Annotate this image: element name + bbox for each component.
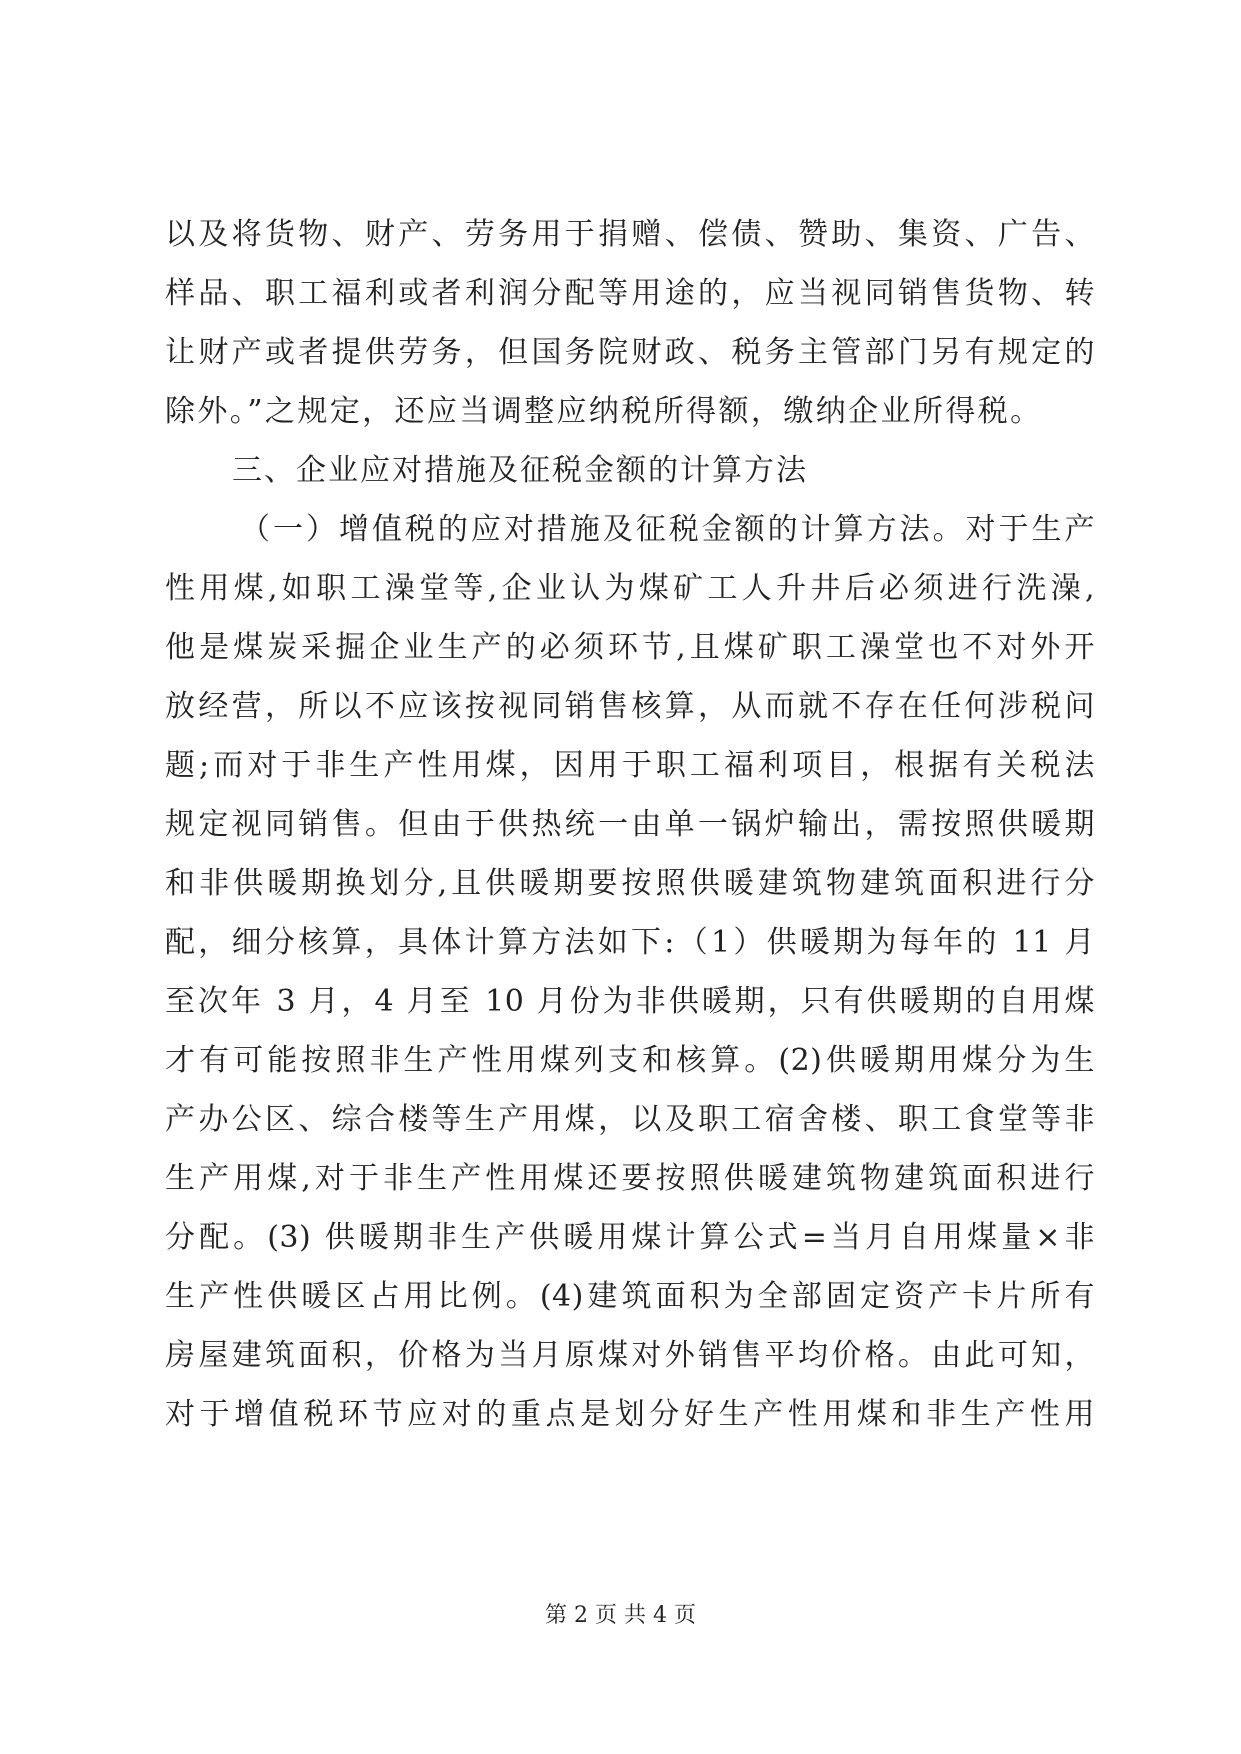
text-line: 题;而对于非生产性用煤，因用于职工福利项目，根据有关税法	[165, 748, 1095, 783]
text-line: 房屋建筑面积，价格为当月原煤对外销售平均价格。由此可知，	[165, 1338, 1095, 1373]
text-line: 对于增值税环节应对的重点是划分好生产性用煤和非生产性用	[165, 1397, 1095, 1432]
text-line: 配，细分核算，具体计算方法如下:（1）供暖期为每年的 11 月	[165, 925, 1095, 960]
text-line: 放经营，所以不应该按视同销售核算，从而就不存在任何涉税问	[165, 689, 1095, 724]
text-line: 他是煤炭采掘企业生产的必须环节,且煤矿职工澡堂也不对外开	[165, 630, 1095, 665]
text-line: 至次年 3 月，4 月至 10 月份为非供暖期，只有供暖期的自用煤	[165, 984, 1095, 1019]
section-heading: 三、企业应对措施及征税金额的计算方法	[232, 453, 808, 488]
text-line: 性用煤,如职工澡堂等,企业认为煤矿工人升井后必须进行洗澡,	[165, 571, 1095, 606]
text-line: 分配。(3) 供暖期非生产供暖用煤计算公式=当月自用煤量×非	[165, 1220, 1095, 1255]
text-line: 样品、职工福利或者利润分配等用途的，应当视同销售货物、转	[165, 276, 1095, 311]
text-line: 才有可能按照非生产性用煤列支和核算。(2)供暖期用煤分为生	[165, 1043, 1095, 1078]
text-line: 生产性供暖区占用比例。(4)建筑面积为全部固定资产卡片所有	[165, 1279, 1095, 1314]
page-number: 第 2 页 共 4 页	[545, 1603, 696, 1628]
paragraph-first-line: （一）增值税的应对措施及征税金额的计算方法。对于生产	[240, 512, 1095, 547]
text-line: 和非供暖期换划分,且供暖期要按照供暖建筑物建筑面积进行分	[165, 866, 1095, 901]
text-line: 规定视同销售。但由于供热统一由单一锅炉输出，需按照供暖期	[165, 807, 1095, 842]
text-line: 以及将货物、财产、劳务用于捐赠、偿债、赞助、集资、广告、	[165, 217, 1095, 252]
text-line: 生产用煤,对于非生产性用煤还要按照供暖建筑物建筑面积进行	[165, 1161, 1095, 1196]
document-body	[165, 205, 1095, 1444]
text-line: 除外。”之规定，还应当调整应纳税所得额，缴纳企业所得税。	[165, 394, 1043, 429]
text-line: 产办公区、综合楼等生产用煤，以及职工宿舍楼、职工食堂等非	[165, 1102, 1095, 1137]
text-line: 让财产或者提供劳务，但国务院财政、税务主管部门另有规定的	[165, 335, 1095, 370]
